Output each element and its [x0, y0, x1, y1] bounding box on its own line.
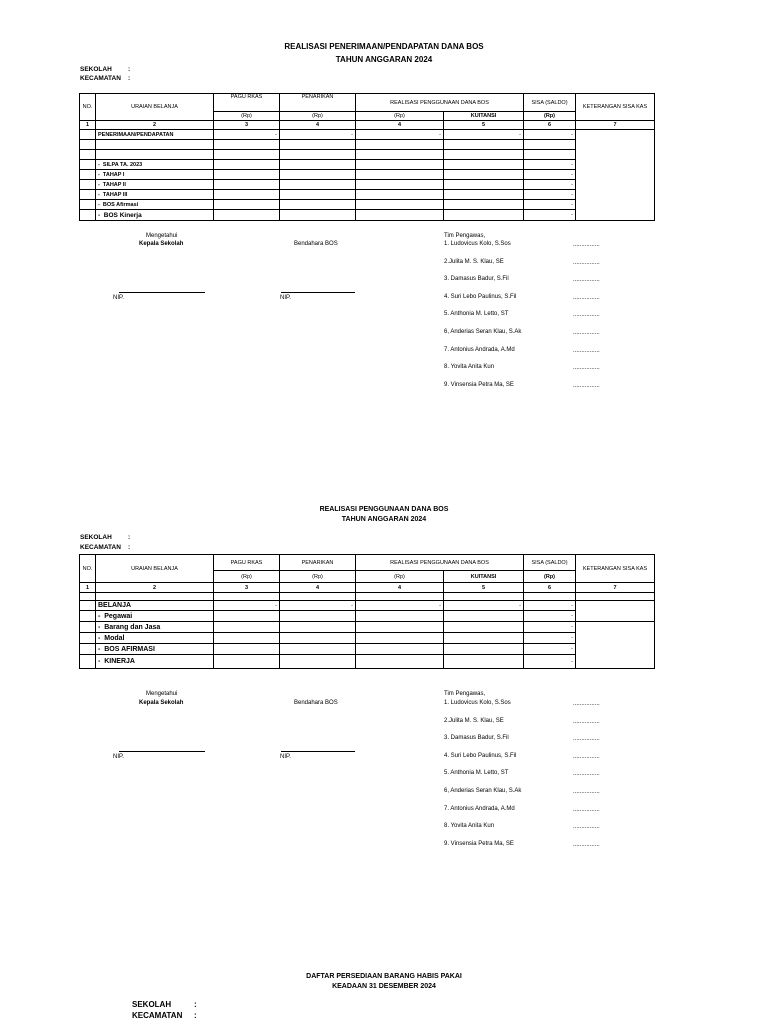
bullet: -: [98, 658, 101, 665]
signature-line: [119, 292, 205, 293]
team-member-name: 4. Suri Lebo Paulinus, S.Fil: [444, 293, 517, 300]
header-no: NO.: [80, 555, 96, 583]
row-value: -: [524, 633, 576, 644]
team-signature-dots: ................: [573, 736, 600, 743]
col-number: 2: [96, 121, 214, 130]
team-signature-dots: ................: [573, 347, 600, 354]
col-number: 5: [444, 583, 524, 593]
team-signature-dots: ................: [573, 242, 600, 248]
row-value: -: [524, 611, 576, 622]
bullet: -: [98, 211, 101, 219]
row-label: BELANJA: [96, 601, 214, 611]
table-row: [80, 160, 655, 170]
col-number: 6: [524, 583, 576, 593]
item-label: KINERJA: [104, 658, 135, 665]
team-signature-dots: ................: [573, 789, 600, 795]
table-row: [80, 130, 655, 140]
header-penarikan: PENARIKAN: [280, 555, 356, 571]
team-member-name: 6, Anderias Seran Klau, S.Ak: [444, 788, 522, 794]
table-row: [80, 180, 655, 190]
col-number: 1: [80, 121, 96, 130]
table-row: [80, 210, 655, 221]
col-number: 1: [80, 583, 96, 593]
section2-title: REALISASI PENGGUNAAN DANA BOS: [319, 506, 449, 513]
header-rp: (Rp): [214, 112, 280, 121]
col-number: 3: [214, 583, 280, 593]
table-row: [80, 633, 655, 644]
section3-district: [132, 1011, 197, 1021]
header-pagu: PAGU RKAS: [214, 94, 280, 112]
team-member-name: 9. Vinsensia Petra Ma, SE: [444, 381, 514, 388]
tim-pengawas-label: Tim Pengawas,: [444, 233, 486, 239]
bullet: -: [98, 181, 100, 188]
table-row: [80, 644, 655, 655]
mengetahui-label: Mengetahui: [146, 691, 178, 697]
table-row: [80, 593, 655, 601]
item-label: Barang dan Jasa: [104, 623, 161, 631]
row-value: -: [356, 130, 444, 140]
section3-subtitle: KEADAAN 31 DESEMBER 2024: [332, 983, 436, 990]
team-signature-dots: ................: [573, 330, 600, 336]
row-value: -: [214, 601, 280, 611]
nip-label: NIP.: [113, 754, 124, 760]
table-row: [80, 140, 655, 150]
col-number: 2: [96, 583, 214, 593]
header-rp: (Rp): [214, 571, 280, 583]
header-penarikan: PENARIKAN: [280, 94, 356, 112]
tim-pengawas-label: Tim Pengawas,: [444, 691, 486, 697]
header-keterangan: KETERANGAN SISA KAS: [576, 555, 655, 583]
team-signature-dots: ................: [573, 312, 600, 319]
school-label: SEKOLAH: [80, 66, 112, 73]
team-signature-dots: ................: [573, 718, 600, 725]
row-label: PENERIMAAN/PENDAPATAN: [96, 130, 214, 140]
section2-school: [80, 533, 130, 542]
section3-school: [132, 1000, 197, 1010]
nip-label: NIP.: [280, 295, 291, 301]
section2-subtitle: TAHUN ANGGARAN 2024: [341, 516, 427, 523]
spending-table: [79, 554, 655, 669]
signature-line: [119, 751, 205, 752]
district-sep: :: [128, 544, 131, 551]
header-rp: (Rp): [280, 571, 356, 583]
header-uraian: URAIAN BELANJA: [96, 555, 214, 583]
bullet: -: [98, 161, 100, 168]
team-signature-dots: ................: [573, 365, 600, 372]
nip-label: NIP.: [280, 754, 291, 760]
team-signature-dots: ................: [573, 259, 600, 266]
header-sisa: SISA (SALDO): [524, 94, 576, 112]
school-label: SEKOLAH: [80, 534, 112, 541]
section1-title: REALISASI PENERIMAAN/PENDAPATAN DANA BOS: [284, 42, 484, 51]
team-signature-dots: ................: [573, 841, 600, 848]
row-value: -: [280, 601, 356, 611]
team-signature-dots: ................: [573, 824, 600, 831]
team-signature-dots: ................: [573, 701, 600, 707]
bullet: -: [98, 634, 101, 642]
row-value: -: [356, 601, 444, 611]
school-sep: :: [128, 66, 131, 73]
bullet: -: [98, 645, 101, 653]
district-label: KECAMATAN: [80, 75, 121, 82]
team-member-name: 7. Antonius Andrada, A.Md: [444, 805, 515, 812]
row-value: -: [280, 130, 356, 140]
bullet: -: [98, 171, 100, 178]
item-label: BOS AFIRMASI: [104, 645, 155, 653]
item-label: TAHAP III: [102, 191, 128, 198]
row-value: -: [444, 130, 524, 140]
team-signature-dots: ................: [573, 277, 600, 284]
row-value: -: [524, 210, 576, 221]
bendahara-label: Bendahara BOS: [294, 700, 338, 706]
district-label: KECAMATAN: [132, 1011, 183, 1020]
district-label: KECAMATAN: [80, 544, 121, 551]
section1-school: [80, 65, 130, 74]
kepala-sekolah-label: Kepala Sekolah: [139, 241, 184, 247]
item-label: BOS Kinerja: [103, 211, 142, 219]
signature-line: [281, 751, 355, 752]
team-signature-dots: ................: [573, 806, 600, 813]
table-row: [80, 150, 655, 160]
signature-line: [281, 292, 355, 293]
col-number: 4: [356, 583, 444, 593]
item-label: TAHAP II: [102, 181, 126, 188]
col-number: 3: [214, 121, 280, 130]
item-label: BOS Afirmasi: [102, 201, 139, 208]
team-member-name: 1. Ludovicus Kolo, S.Sos: [444, 700, 511, 706]
team-member-name: 4. Suri Lebo Paulinus, S.Fil: [444, 752, 517, 759]
section3-title: DAFTAR PERSEDIAAN BARANG HABIS PAKAI: [306, 973, 462, 980]
team-member-name: 5. Anthonia M. Letto, ST: [444, 770, 509, 777]
bendahara-label: Bendahara BOS: [294, 241, 338, 247]
item-label: SILPA TA. 2023: [102, 161, 143, 168]
header-uraian: URAIAN BELANJA: [96, 94, 214, 121]
header-realisasi: REALISASI PENGGUNAAN DANA BOS: [356, 94, 524, 112]
header-pagu: PAGU RKAS: [214, 555, 280, 571]
team-member-name: 5. Anthonia M. Letto, ST: [444, 311, 509, 318]
table-row: [80, 601, 655, 611]
district-sep: :: [128, 75, 131, 82]
table-row: [80, 655, 655, 669]
row-value: -: [524, 170, 576, 180]
bullet: -: [98, 623, 101, 631]
table-row: [80, 190, 655, 200]
header-keterangan: KETERANGAN SISA KAS: [576, 94, 655, 121]
row-value: -: [524, 655, 576, 669]
item-label: TAHAP I: [102, 171, 125, 178]
team-member-name: 9. Vinsensia Petra Ma, SE: [444, 840, 514, 847]
row-value: -: [524, 190, 576, 200]
school-sep: :: [194, 1000, 197, 1009]
bullet: -: [98, 191, 100, 198]
row-value: -: [524, 180, 576, 190]
row-value: -: [524, 160, 576, 170]
table-row: [80, 611, 655, 622]
col-number: 4: [280, 121, 356, 130]
team-member-name: 2.Julita M. S. Klau, SE: [444, 717, 504, 724]
col-number: 4: [280, 583, 356, 593]
school-sep: :: [128, 534, 131, 541]
header-kuitansi: KUITANSI: [444, 571, 524, 583]
header-rp: (Rp): [280, 112, 356, 121]
header-realisasi: REALISASI PENGGUNAAN DANA BOS: [356, 555, 524, 571]
team-signature-dots: ................: [573, 771, 600, 778]
item-label: Modal: [104, 634, 125, 642]
table-row: [80, 170, 655, 180]
col-number: 5: [444, 121, 524, 130]
item-label: Pegawai: [104, 612, 133, 620]
team-member-name: 1. Ludovicus Kolo, S.Sos: [444, 241, 511, 247]
row-value: -: [524, 644, 576, 655]
team-member-name: 2.Julita M. S. Klau, SE: [444, 258, 504, 265]
kepala-sekolah-label: Kepala Sekolah: [139, 700, 184, 706]
row-value: -: [524, 622, 576, 633]
row-value: -: [524, 130, 576, 140]
header-rp: (Rp): [356, 112, 444, 121]
row-value: -: [524, 601, 576, 611]
cell: [80, 130, 96, 140]
header-rp: (Rp): [524, 112, 576, 121]
header-rp: (Rp): [524, 571, 576, 583]
bullet: -: [98, 201, 100, 208]
mengetahui-label: Mengetahui: [146, 233, 178, 239]
table-row: [80, 200, 655, 210]
row-value: -: [214, 130, 280, 140]
receipts-table: [79, 93, 655, 221]
team-signature-dots: ................: [573, 294, 600, 301]
team-member-name: 7. Antonius Andrada, A.Md: [444, 346, 515, 353]
section1-district: [80, 74, 130, 83]
district-sep: :: [194, 1011, 197, 1020]
row-value: -: [444, 601, 524, 611]
header-rp: (Rp): [356, 571, 444, 583]
school-label: SEKOLAH: [132, 1000, 172, 1009]
team-member-name: 6, Anderias Seran Klau, S.Ak: [444, 329, 522, 335]
row-value: -: [524, 200, 576, 210]
team-member-name: 3. Damasus Badur, S.Fil: [444, 735, 509, 742]
header-sisa: SISA (SALDO): [524, 555, 576, 571]
header-no: NO.: [80, 94, 96, 121]
team-member-name: 8. Yovita Anita Kun: [444, 364, 495, 371]
team-member-name: 8. Yovita Anita Kun: [444, 823, 495, 830]
team-signature-dots: ................: [573, 382, 600, 389]
team-signature-dots: ................: [573, 753, 600, 760]
header-kuitansi: KUITANSI: [444, 112, 524, 121]
team-member-name: 3. Damasus Badur, S.Fil: [444, 276, 509, 283]
col-number: 4: [356, 121, 444, 130]
section2-district: [80, 543, 130, 552]
section1-subtitle: TAHUN ANGGARAN 2024: [335, 55, 433, 64]
bullet: -: [98, 612, 101, 620]
cell: [576, 130, 655, 221]
col-number: 6: [524, 121, 576, 130]
table-row: [80, 622, 655, 633]
col-number: 7: [576, 583, 655, 593]
col-number: 7: [576, 121, 655, 130]
nip-label: NIP.: [113, 295, 124, 301]
